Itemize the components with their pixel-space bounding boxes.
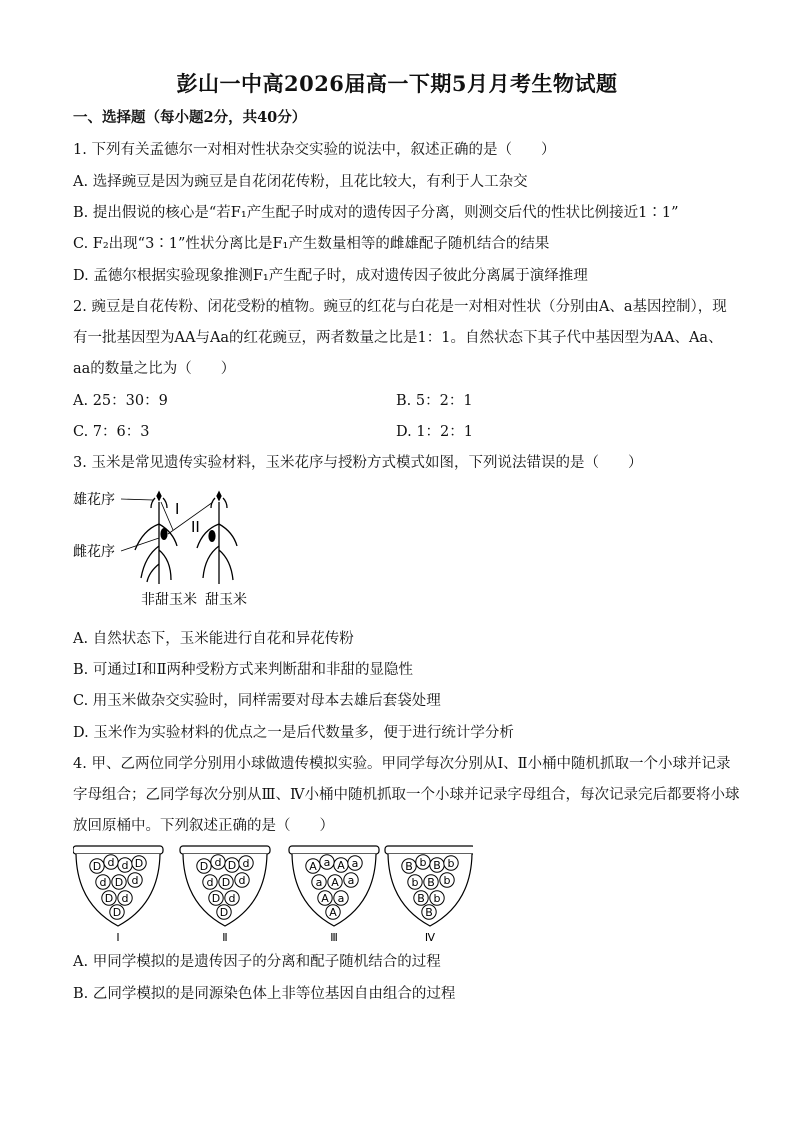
q3-option-c: C. 用玉米做杂交实验时，同样需要对母本去雄后套袋处理 (73, 693, 441, 709)
ball-letter: d (206, 876, 214, 889)
ball-letter: D (112, 906, 122, 919)
q2-option-c: C. 7：6：3 (73, 424, 150, 440)
q2-option-d: D. 1：2：1 (396, 424, 474, 440)
q1-option-b: B. 提出假说的核心是“若F₁产生配子时成对的遗传因子分离，则测交后代的性状比例接近1∶1” (73, 205, 679, 221)
q2-stem-line3: aa的数量之比为（ ） (73, 361, 236, 377)
q4-option-b: B. 乙同学模拟的是同源染色体上非等位基因自由组合的过程 (73, 986, 456, 1002)
page-title: 彭山一中高2026届高一下期5月月考生物试题 (176, 71, 618, 96)
ball-letter: d (238, 874, 246, 887)
ball-letter: B (417, 892, 425, 905)
ball-letter: a (351, 857, 359, 870)
ball-letter: a (315, 876, 323, 889)
sweet-corn-label: 甜玉米 (205, 592, 247, 608)
ball-letter: d (99, 876, 107, 889)
ball-letter: D (92, 860, 102, 873)
male-inflorescence-label: 雄花序 (73, 492, 115, 508)
ball-letter: d (214, 856, 222, 869)
q3-option-b: B. 可通过Ⅰ和Ⅱ两种受粉方式来判断甜和非甜的显隐性 (73, 662, 413, 678)
ball-letter: d (131, 874, 139, 887)
ball-letter: A (337, 859, 345, 872)
bucket-label: Ⅱ (222, 931, 228, 944)
ball-letter: a (347, 874, 355, 887)
ball-letter: B (427, 876, 435, 889)
ball-letter: A (329, 906, 337, 919)
ball-letter: B (433, 859, 441, 872)
non-sweet-corn-plant-icon (135, 492, 180, 584)
ball-letter: A (321, 892, 329, 905)
ball-letter: A (331, 876, 339, 889)
ball-letter: d (242, 857, 250, 870)
q1-option-d: D. 孟德尔根据实验现象推测F₁产生配子时，成对遗传因子彼此分离属于演绎推理 (73, 268, 588, 284)
ball-letter: a (337, 892, 345, 905)
ball-letter: D (219, 906, 229, 919)
q3-option-a: A. 自然状态下，玉米能进行自花和异花传粉 (73, 631, 354, 647)
ball-letter: b (443, 874, 451, 887)
bucket-3 (289, 846, 379, 944)
ball-letter: D (221, 876, 231, 889)
female-ear-icon (160, 528, 167, 540)
non-sweet-corn-label: 非甜玉米 (141, 592, 197, 608)
ball-letter: b (433, 892, 441, 905)
q4-stem-line3: 放回原桶中。下列叙述正确的是（ ） (73, 818, 334, 834)
ball-letter: D (104, 892, 114, 905)
section-heading: 一、选择题（每小题2分，共40分） (73, 109, 307, 126)
ball-letter: d (228, 892, 236, 905)
q4-stem-line2: 字母组合；乙同学每次分别从Ⅲ、Ⅳ小桶中随机抓取一个小球并记录字母组合，每次记录完后都要将小球 (73, 787, 740, 803)
ball-letter: B (405, 860, 413, 873)
ball-letter: D (227, 859, 237, 872)
q1-option-a: A. 选择豌豆是因为豌豆是自花闭花传粉，且花比较大，有利于人工杂交 (73, 174, 528, 190)
ball-letter: D (134, 857, 144, 870)
sweet-female-ear-icon (208, 530, 215, 542)
ball-letter: a (323, 856, 331, 869)
q2-option-a: A. 25：30：9 (73, 393, 168, 409)
q4-option-a: A. 甲同学模拟的是遗传因子的分离和配子随机结合的过程 (73, 954, 441, 970)
roman-two-label: II (191, 518, 200, 536)
q3-option-d: D. 玉米作为实验材料的优点之一是后代数量多，便于进行统计学分析 (73, 725, 514, 741)
female-inflorescence-label: 雌花序 (73, 544, 115, 560)
ball-letter: b (419, 856, 427, 869)
ball-letter: B (425, 906, 433, 919)
q2-stem-line1: 2. 豌豆是自花传粉、闭花受粉的植物。豌豆的红花与白花是一对相对性状（分别由A、a基因控制），现 (73, 299, 727, 315)
bucket-2 (180, 846, 270, 944)
bucket-label: Ⅲ (330, 931, 338, 944)
q4-stem-line1: 4. 甲、乙两位同学分别用小球做遗传模拟实验。甲同学每次分别从Ⅰ、Ⅱ小桶中随机抓取一个小球并记录 (73, 756, 731, 772)
ball-letter: b (447, 857, 455, 870)
q2-stem-line2: 有一批基因型为AA与Aa的红花豌豆，两者数量之比是1：1。自然状态下其子代中基因型为AA、Aa、 (73, 330, 723, 346)
ball-letter: b (411, 876, 419, 889)
bucket-figure (73, 844, 473, 946)
ball-letter: D (114, 876, 124, 889)
ball-letter: A (309, 860, 317, 873)
bucket-label: Ⅰ (116, 931, 120, 944)
ball-letter: D (211, 892, 221, 905)
ball-letter: D (199, 860, 209, 873)
q2-option-b: B. 5：2：1 (396, 393, 473, 409)
ball-letter: d (107, 856, 115, 869)
q1-option-c: C. F₂出现“3∶1”性状分离比是F₁产生数量相等的雌雄配子随机结合的结果 (73, 236, 550, 252)
q1-stem: 1. 下列有关孟德尔一对相对性状杂交实验的说法中，叙述正确的是（ ） (73, 142, 556, 158)
q3-stem: 3. 玉米是常见遗传实验材料，玉米花序与授粉方式模式如图，下列说法错误的是（ ） (73, 455, 643, 471)
bucket-label: Ⅳ (424, 931, 436, 944)
sweet-corn-plant-icon (197, 492, 237, 584)
corn-pollination-figure (73, 484, 273, 614)
ball-letter: d (121, 892, 129, 905)
roman-one-label: I (175, 500, 180, 518)
ball-letter: d (121, 859, 129, 872)
bucket-4 (385, 846, 473, 944)
bucket-1 (73, 846, 163, 944)
